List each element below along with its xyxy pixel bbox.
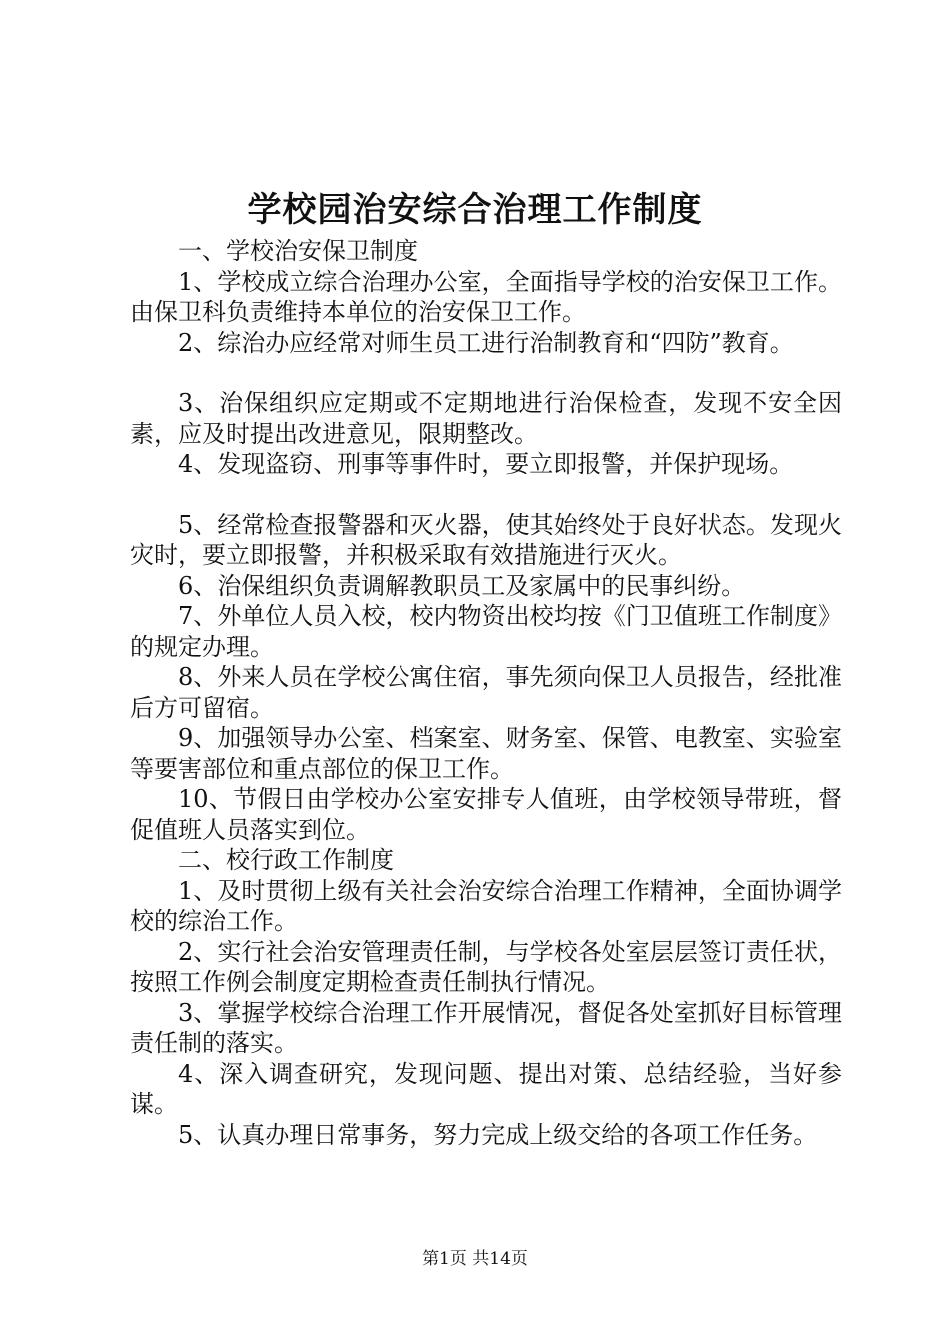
paragraph: 8、外来人员在学校公寓住宿，事先须向保卫人员报告，经批准后方可留宿。 (130, 663, 842, 722)
paragraph: 2、实行社会治安管理责任制，与学校各处室层层签订责任状，按照工作例会制度定期检查责任制执行情况。 (130, 937, 842, 996)
section-heading-1: 一、学校治安保卫制度 (178, 237, 418, 265)
document-title: 学校园治安综合治理工作制度 (247, 190, 703, 230)
paragraph: 3、掌握学校综合治理工作开展情况，督促各处室抓好目标管理责任制的落实。 (130, 998, 842, 1057)
paragraph: 1、及时贯彻上级有关社会治安综合治理工作精神，全面协调学校的综治工作。 (130, 876, 842, 935)
paragraph: 1、学校成立综合治理办公室，全面指导学校的治安保卫工作。由保卫科负责维持本单位的治安保卫工作。 (130, 267, 842, 326)
paragraph: 9、加强领导办公室、档案室、财务室、保管、电教室、实验室等要害部位和重点部位的保卫工作。 (130, 724, 842, 783)
paragraph: 7、外单位人员入校，校内物资出校均按《门卫值班工作制度》的规定办理。 (130, 602, 842, 661)
paragraph: 2、综治办应经常对师生员工进行治制教育和“四防”教育。 (178, 328, 794, 357)
paragraph: 3、治保组织应定期或不定期地进行治保检查，发现不安全因素，应及时提出改进意见，限期整改。 (130, 389, 842, 448)
paragraph: 4、深入调查研究，发现问题、提出对策、总结经验，当好参谋。 (130, 1059, 842, 1118)
paragraph: 5、经常检查报警器和灭火器，使其始终处于良好状态。发现火灾时，要立即报警，并积极采取有效措施进行灭火。 (130, 510, 842, 569)
paragraph: 4、发现盗窃、刑事等事件时，要立即报警，并保护现场。 (178, 450, 794, 478)
paragraph: 10、节假日由学校办公室安排专人值班，由学校领导带班，督促值班人员落实到位。 (130, 785, 842, 844)
paragraph: 6、治保组织负责调解教职员工及家属中的民事纠纷。 (178, 571, 746, 600)
page-number-footer: 第1页 共14页 (422, 1249, 528, 1269)
document-body (130, 236, 842, 1150)
section-heading-2: 二、校行政工作制度 (178, 846, 394, 874)
paragraph: 5、认真办理日常事务，努力完成上级交给的各项工作任务。 (178, 1120, 818, 1149)
